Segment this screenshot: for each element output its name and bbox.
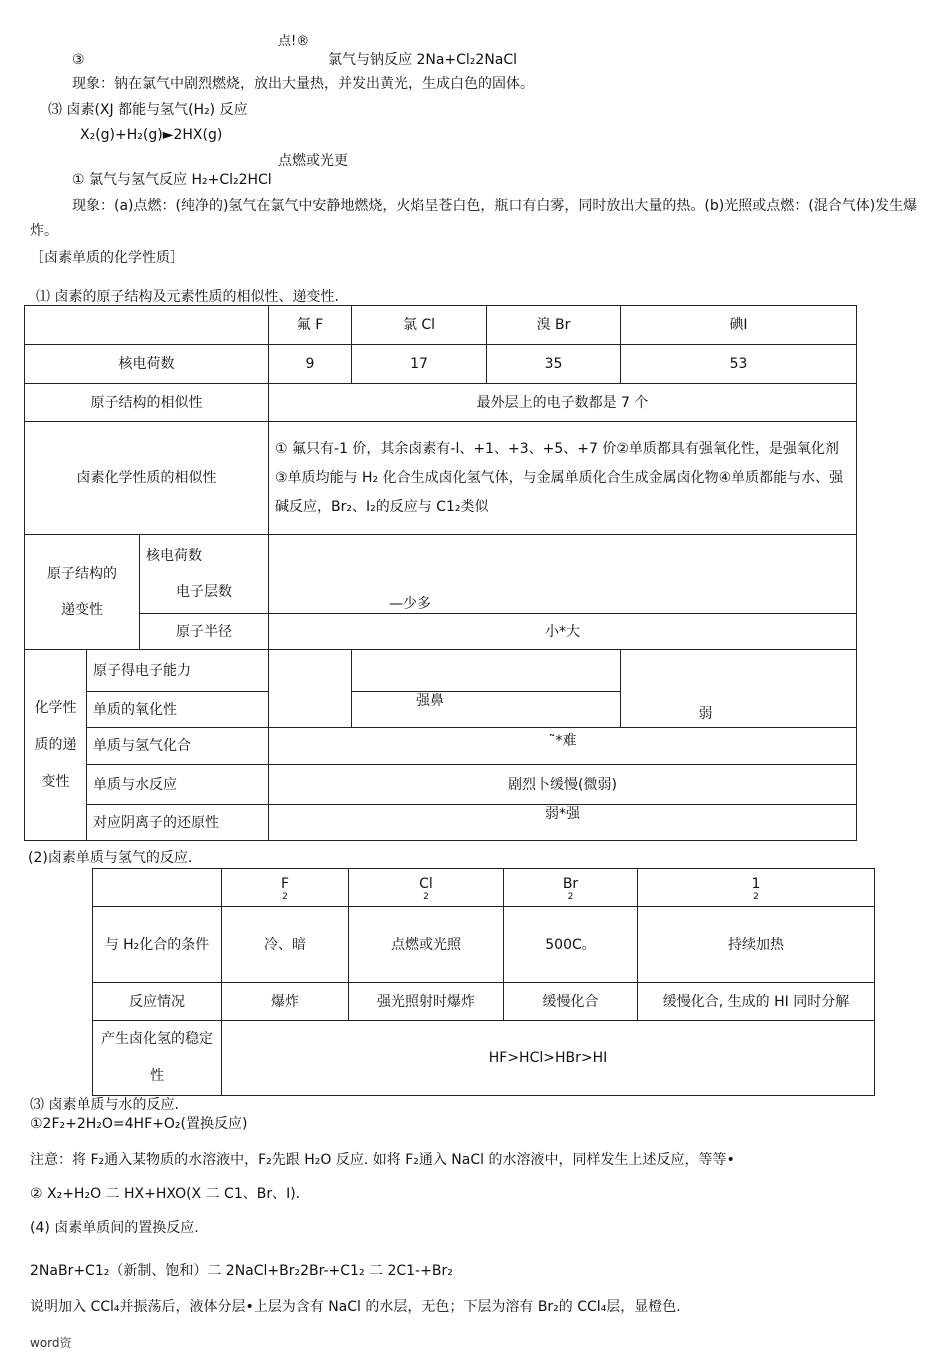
header-fluorine: 氟 F bbox=[269, 306, 352, 345]
shell-label: 电子层数 bbox=[176, 584, 232, 600]
table-cell: 弱*强 bbox=[269, 805, 857, 841]
table-cell: 缓慢化合 bbox=[504, 983, 638, 1021]
general-equation: X₂(g)+H₂(g)►2HX(g) bbox=[80, 127, 223, 143]
sub4-title: (4) 卤素单质间的置换反应. bbox=[30, 1220, 199, 1236]
sub-label: 单质与水反应 bbox=[87, 765, 269, 805]
section-title: ［卤素单质的化学性质］ bbox=[30, 250, 184, 266]
corner-cell bbox=[93, 869, 222, 907]
table-cell: 35 bbox=[487, 345, 621, 384]
halogen-hydrogen-table bbox=[92, 868, 875, 1096]
row-label: 卤素化学性质的相似性 bbox=[25, 422, 269, 535]
note-text: 注意：将 F₂通入某物质的水溶液中，F₂先跟 H₂O 反应. 如将 F₂通入 NaCl 的水溶液中，同样发生上述反应，等等• bbox=[30, 1152, 735, 1168]
na-phenomenon: 现象：钠在氯气中剧烈燃烧，放出大量热，并发出黄光，生成白色的固体。 bbox=[72, 76, 534, 92]
row-label: 产生卤化氢的稳定性 bbox=[93, 1021, 222, 1096]
table-cell bbox=[269, 650, 352, 728]
table-cell: ˜*难 bbox=[269, 728, 857, 765]
header-cl2: Cl 2 bbox=[349, 869, 504, 907]
corner-cell bbox=[25, 306, 269, 345]
table-cell: 缓慢化合, 生成的 HI 同时分解 bbox=[638, 983, 875, 1021]
table-cell: 500C。 bbox=[504, 907, 638, 983]
table-cell: 17 bbox=[352, 345, 487, 384]
header-br2: Br 2 bbox=[504, 869, 638, 907]
table-cell: 小*大 bbox=[269, 614, 857, 650]
footer-text: word资 bbox=[30, 1336, 72, 1350]
sub-label: 单质的氧化性 bbox=[87, 692, 269, 728]
weak-cell bbox=[621, 650, 857, 728]
sub-label: 原子半径 bbox=[140, 614, 269, 650]
group-label bbox=[25, 535, 140, 650]
h2-reaction: ① 氯气与氢气反应 H₂+Cl₂2HCl bbox=[72, 172, 272, 188]
table-cell: 最外层上的电子数都是 7 个 bbox=[269, 384, 857, 422]
ignite-mark: 点!® bbox=[278, 34, 310, 49]
h2-phenomenon: 现象：(a)点燃：(纯净的)氢气在氯气中安静地燃烧，火焰呈苍白色，瓶口有白雾，同时放出大量的热。(b)光照或点燃：(混合气体)发生爆炸。 bbox=[30, 198, 918, 239]
table-cell bbox=[352, 692, 621, 728]
chem-trend-label: 化学性质的递变性 bbox=[34, 699, 77, 790]
sub-label: 对应阴离子的还原性 bbox=[87, 805, 269, 841]
item3-title: ⑶ 卤素(XJ 都能与氢气(H₂) 反应 bbox=[48, 102, 248, 118]
halogen-properties-table bbox=[24, 305, 857, 841]
sub2-title: (2)卤素单质与氢气的反应. bbox=[28, 850, 193, 866]
na-reaction: 氯气与钠反应 2Na+Cl₂2NaCl bbox=[328, 52, 518, 68]
table-cell: ① 氟只有-1 价，其余卤素有-l、+1、+3、+5、+7 价②单质都具有强氧化性，是强氧化剂③单质均能与 H₂ 化合生成卤化氢气体，与金属单质化合生成金属卤化物④单质都能与水、强碱反应，Br₂、I₂的反应与 C1₂类似 bbox=[269, 422, 857, 535]
sub-label: 单质与氢气化合 bbox=[87, 728, 269, 765]
header-f2: F 2 bbox=[222, 869, 349, 907]
sub1-title: ⑴ 卤素的原子结构及元素性质的相似性、递变性. bbox=[36, 289, 339, 305]
explanation-text: 说明加入 CCl₄并振荡后，液体分层•上层为含有 NaCl 的水层，无色；下层为溶有 Br₂的 CCl₄层，显橙色. bbox=[30, 1299, 681, 1315]
header-iodine: 碘Ⅰ bbox=[621, 306, 857, 345]
row-label: 核电荷数 bbox=[25, 345, 269, 384]
table-cell: 持续加热 bbox=[638, 907, 875, 983]
charge-label: 核电荷数 bbox=[146, 548, 202, 564]
header-bromine: 溴 Br bbox=[487, 306, 621, 345]
sub-label: 原子得电子能力 bbox=[87, 650, 269, 692]
struct-trend-label: 原子结构的递变性 bbox=[47, 566, 117, 618]
table-cell: 强光照射时爆炸 bbox=[349, 983, 504, 1021]
table-cell bbox=[269, 535, 857, 614]
water-reaction-1: ①2F₂+2H₂O=4HF+O₂(置换反应) bbox=[30, 1116, 248, 1132]
header-i2: 1 2 bbox=[638, 869, 875, 907]
table-cell: 9 bbox=[269, 345, 352, 384]
row-label: 原子结构的相似性 bbox=[25, 384, 269, 422]
table-cell: 冷、暗 bbox=[222, 907, 349, 983]
table-cell: 爆炸 bbox=[222, 983, 349, 1021]
table-cell: HF>HCl>HBr>HI bbox=[222, 1021, 875, 1096]
condition-label: 点燃或光更 bbox=[278, 153, 348, 169]
strong-value: 强鼻 bbox=[416, 693, 445, 709]
table-cell: 点燃或光照 bbox=[349, 907, 504, 983]
table-cell: 53 bbox=[621, 345, 857, 384]
sub-label bbox=[140, 535, 269, 614]
row-label: 与 H₂化合的条件 bbox=[93, 907, 222, 983]
sub3-title: ⑶ 卤素单质与水的反应. bbox=[30, 1097, 179, 1113]
row-label: 反应情况 bbox=[93, 983, 222, 1021]
table-cell bbox=[352, 650, 621, 692]
replacement-equation: 2NaBr+C1₂（新制、饱和）二 2NaCl+Br₂2Br-+C1₂ 二 2C1-+Br₂ bbox=[30, 1263, 453, 1279]
table-cell: 剧烈卜缓慢(微弱) bbox=[269, 765, 857, 805]
list-number-3: ③ bbox=[72, 52, 85, 68]
header-chlorine: 氯 Cl bbox=[352, 306, 487, 345]
weak-value: 弱 bbox=[698, 706, 713, 722]
water-reaction-2: ② X₂+H₂O 二 HX+HXO(X 二 C1、Br、I). bbox=[30, 1186, 301, 1202]
shell-trend: —少多 bbox=[389, 596, 432, 612]
group-label bbox=[25, 650, 87, 841]
